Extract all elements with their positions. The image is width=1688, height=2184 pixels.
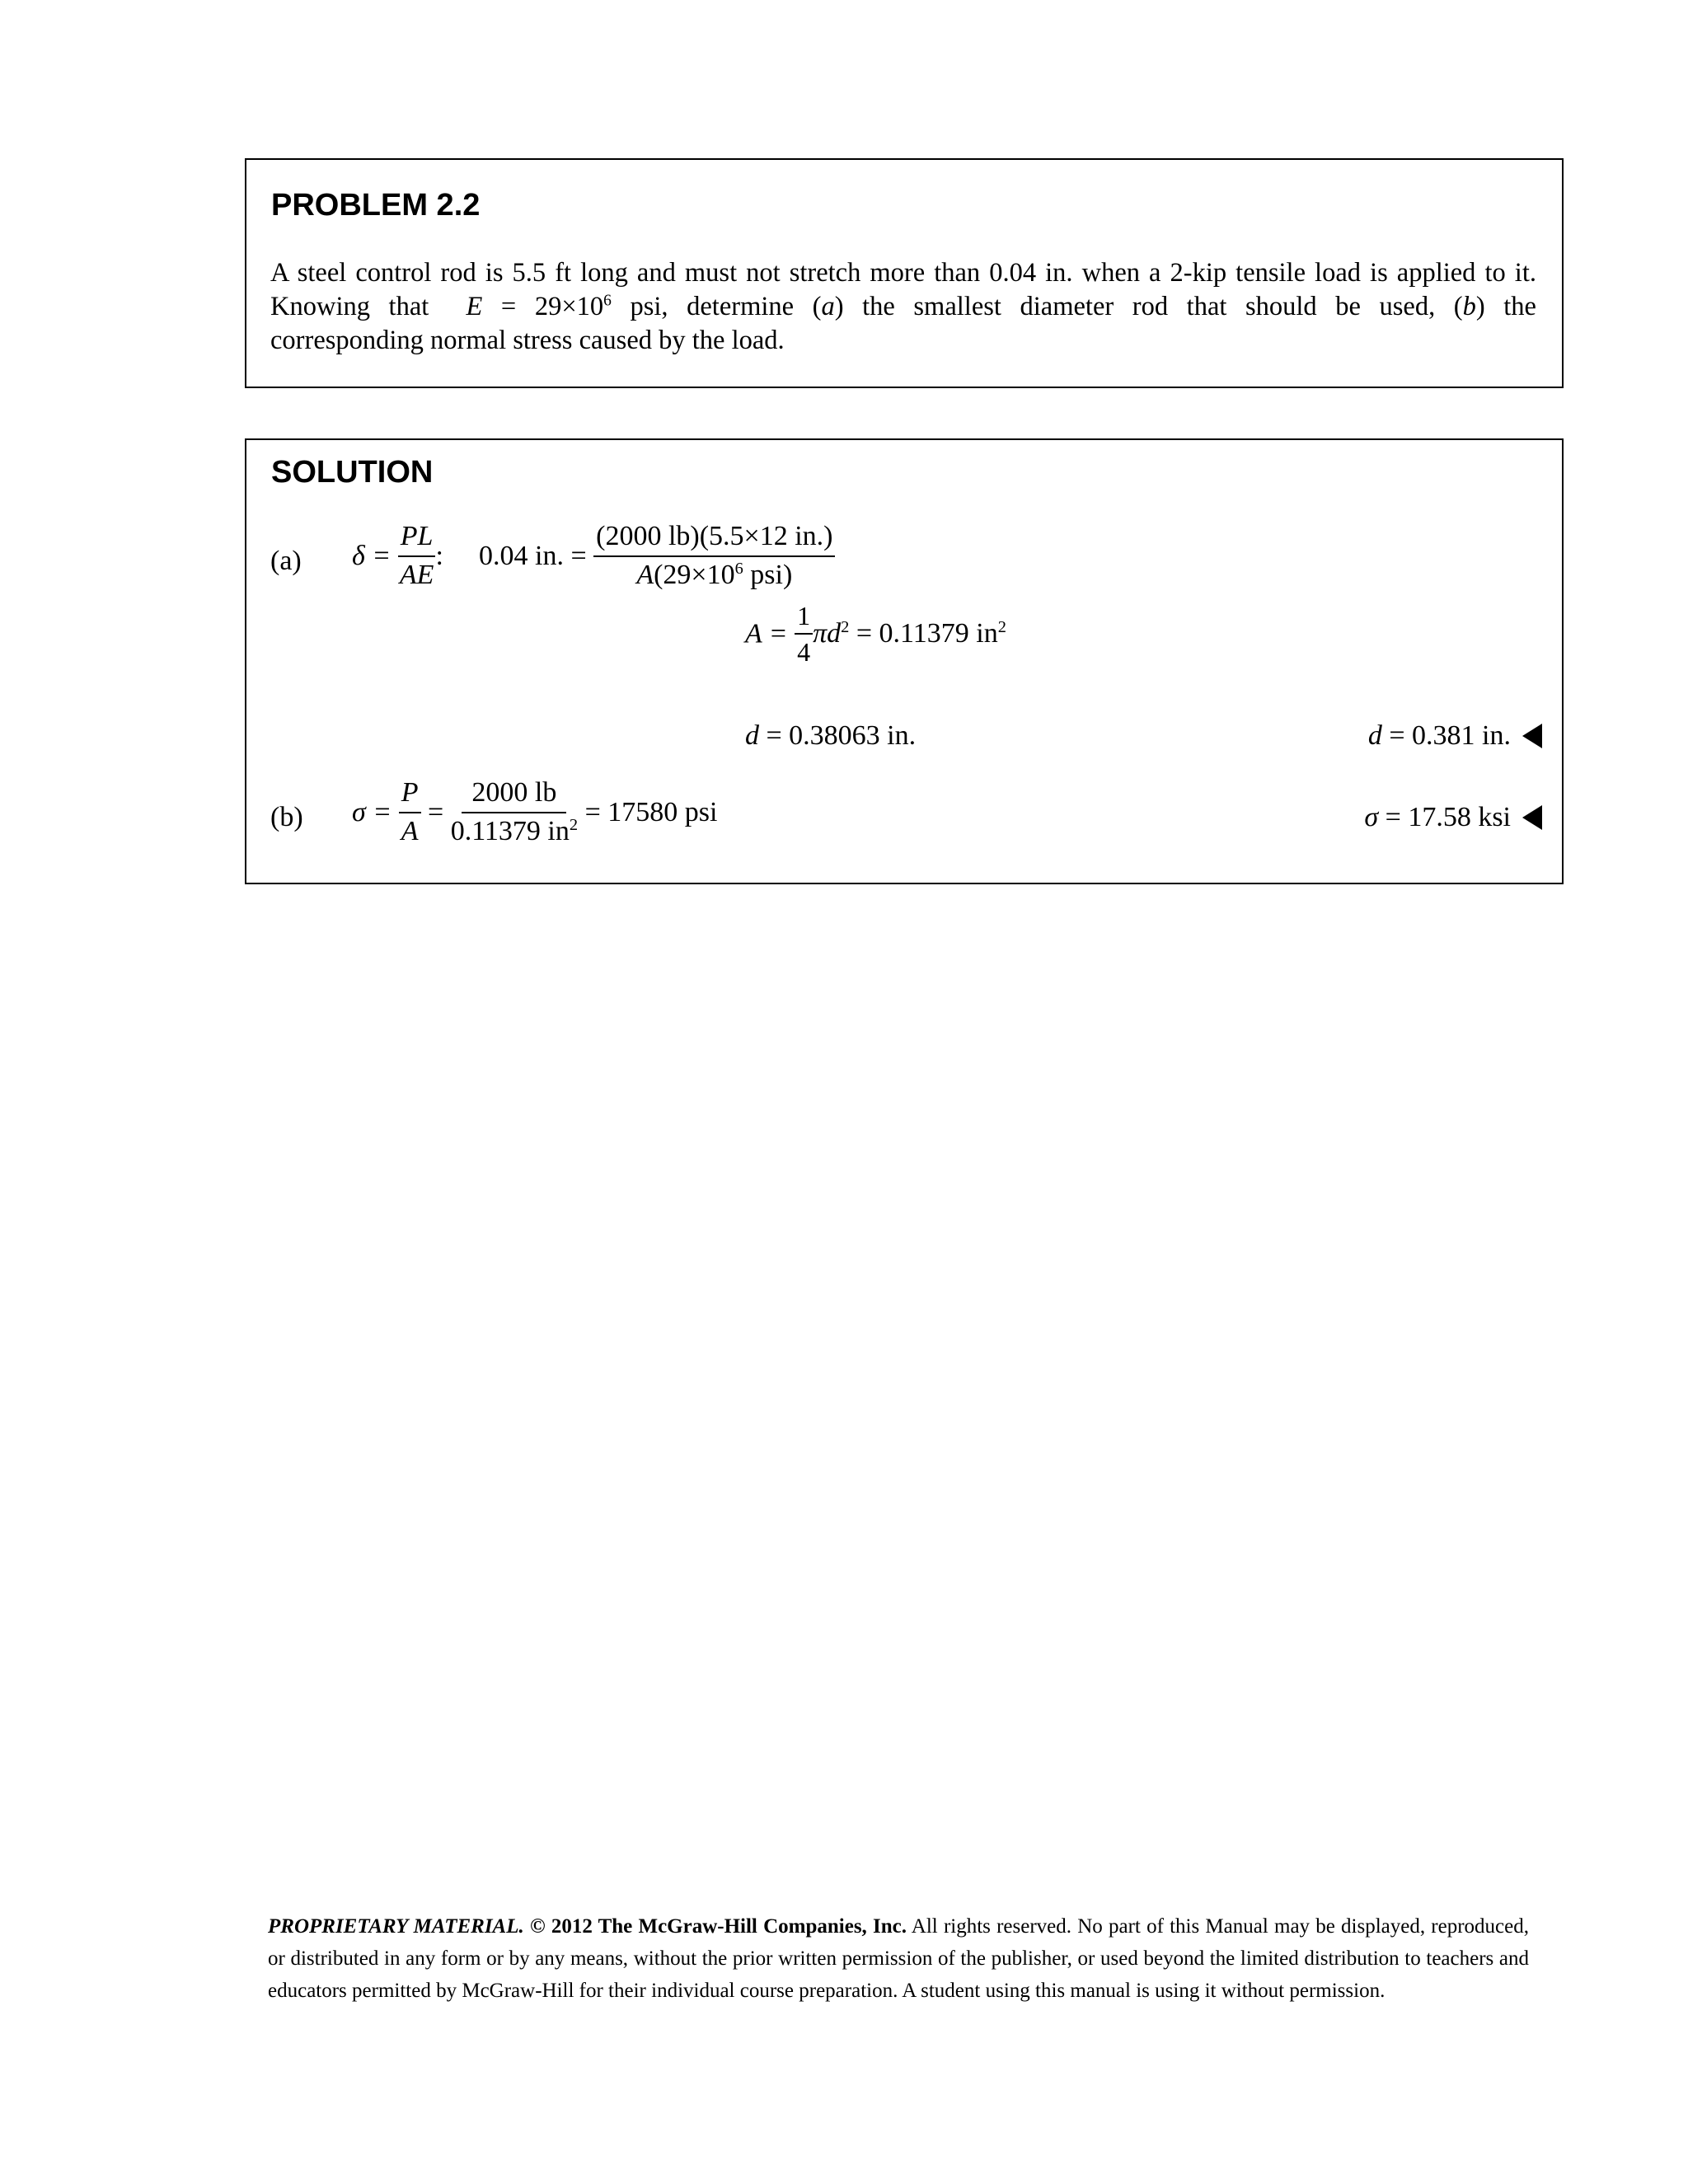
- modulus-symbol: E: [466, 292, 483, 321]
- sigma-lhs: σ =: [352, 796, 392, 827]
- text: = 0.381 in.: [1381, 720, 1511, 751]
- a-eq-numerator: (2000 lb)(5.5×12 in.): [593, 520, 835, 557]
- a-eq-denominator: [636, 557, 792, 593]
- d-symbol: d: [1367, 720, 1382, 751]
- solution-box: [245, 438, 1564, 884]
- numerator: 2000 lb: [462, 776, 566, 813]
- problem-statement: [270, 256, 1536, 358]
- sigma-answer: [1364, 802, 1542, 833]
- d-answer: [1368, 720, 1542, 752]
- area-value: = 0.11379 in: [849, 618, 998, 649]
- text: Knowing that: [270, 292, 429, 321]
- d-symbol: d: [745, 720, 759, 751]
- d-value: [745, 720, 916, 752]
- copyright-footer: [268, 1910, 1529, 2007]
- footer-copyright: © 2012 The McGraw-Hill Companies, Inc.: [523, 1915, 907, 1938]
- quarter-fraction: [795, 600, 813, 668]
- text: = 29×10: [482, 292, 604, 321]
- delta-lhs: δ =: [352, 540, 392, 571]
- denominator: [451, 813, 578, 849]
- exponent: 2: [997, 618, 1006, 637]
- text: = 17.58 ksi: [1378, 802, 1511, 832]
- exponent: 2: [569, 815, 579, 834]
- text: (29×10: [654, 559, 735, 590]
- footer-proprietary: PROPRIETARY MATERIAL.: [268, 1915, 524, 1938]
- problem-title: PROBLEM 2.2: [271, 188, 481, 223]
- pi-d: πd: [813, 618, 842, 649]
- colon: :: [435, 540, 443, 571]
- delta-fraction: [398, 520, 436, 593]
- sigma-fraction: [399, 776, 421, 849]
- text: 0.11379 in: [450, 815, 570, 846]
- problem-line-3: corresponding normal stress caused by the load.: [270, 326, 785, 355]
- a-eq-lhs: 0.04 in. =: [479, 540, 587, 571]
- text: psi, determine (: [611, 292, 822, 321]
- text: = 0.38063 in.: [759, 720, 917, 751]
- part-a-label: (a): [270, 546, 302, 576]
- problem-box: [245, 158, 1564, 388]
- a-eq-fraction: [593, 520, 835, 593]
- problem-line-2: [270, 290, 1536, 324]
- sigma-result: = 17580 psi: [584, 796, 718, 827]
- problem-line-1: A steel control rod is 5.5 ft long and must not stretch more than 0.04 in. when a 2-kip tensile load is applied to it.: [270, 258, 1536, 288]
- text: psi): [743, 559, 793, 590]
- area-equation: [745, 600, 1006, 668]
- part-b-label: (b): [270, 802, 303, 832]
- answer-marker-icon: [1522, 805, 1542, 830]
- area-lhs: A =: [745, 618, 788, 649]
- part-b-ref: b: [1462, 292, 1476, 321]
- numerator: 1: [795, 600, 813, 635]
- sigma-equation: [352, 776, 717, 849]
- equals: =: [428, 796, 444, 827]
- footer-text: All rights reserved. No part of this Manual may be displayed, reproduced, or distributed in any form or by any means, without the prior written permission of the publisher, or used beyond the limited distribution to teachers and educators permitted by McGraw-Hill for their individual course preparation. A student using this manual is using it without permission.: [268, 1915, 1529, 2002]
- part-a-ref: a: [821, 292, 835, 321]
- solution-title: SOLUTION: [271, 455, 434, 490]
- exponent: 6: [734, 559, 743, 578]
- sigma-symbol: σ: [1364, 802, 1379, 832]
- denominator: 4: [797, 637, 811, 668]
- sigma-numerator: P: [399, 776, 421, 813]
- area-rhs-group: [813, 618, 1006, 649]
- delta-denominator: AE: [399, 559, 434, 590]
- sigma-denominator: A: [401, 815, 419, 846]
- text: ) the: [1475, 292, 1536, 321]
- text: ) the smallest diameter rod that should be used, (: [834, 292, 1463, 321]
- part-a-equation: [479, 520, 835, 593]
- exponent: 2: [841, 618, 850, 637]
- answer-marker-icon: [1522, 724, 1542, 748]
- area-symbol: A: [636, 559, 654, 590]
- delta-numerator: PL: [398, 520, 436, 557]
- sigma-value-fraction: [451, 776, 578, 849]
- delta-equation: [352, 520, 443, 593]
- exponent: 6: [603, 292, 612, 310]
